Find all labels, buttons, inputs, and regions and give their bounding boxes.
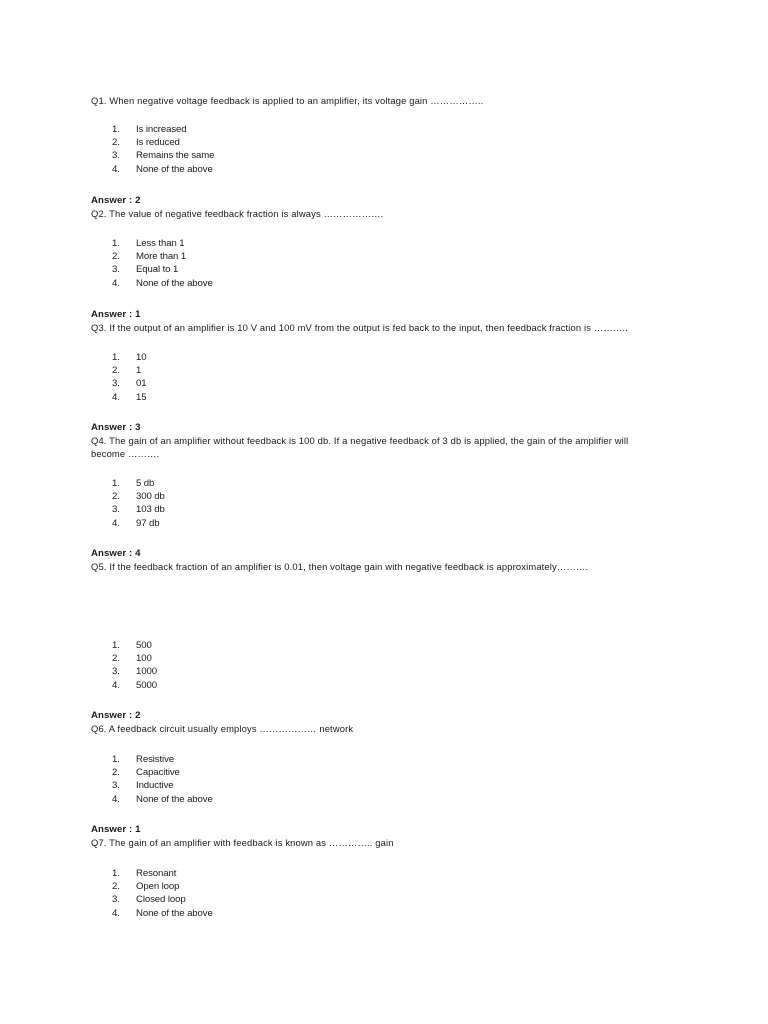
option-text: Remains the same bbox=[136, 150, 215, 162]
option-text: 1000 bbox=[136, 666, 157, 678]
answer-q6: Answer : 1 bbox=[91, 824, 141, 835]
options-q2 bbox=[112, 237, 412, 290]
option-number: 4. bbox=[112, 679, 120, 691]
option-text: 500 bbox=[136, 640, 152, 651]
option-item bbox=[112, 490, 412, 503]
option-item bbox=[112, 136, 412, 149]
question-1: Q1. When negative voltage feedback is applied to an amplifier, its voltage gain …………….. bbox=[91, 95, 484, 106]
option-item bbox=[112, 793, 412, 806]
options-q6 bbox=[112, 753, 412, 806]
option-item bbox=[112, 753, 412, 766]
option-text: Equal to 1 bbox=[136, 264, 179, 276]
option-item bbox=[112, 477, 412, 490]
option-item bbox=[112, 779, 412, 792]
answer-q4: Answer : 4 bbox=[91, 548, 141, 559]
option-text: 97 db bbox=[136, 517, 160, 529]
question-6: Q6. A feedback circuit usually employs ……………… network bbox=[91, 723, 354, 734]
option-number: 4. bbox=[112, 907, 120, 919]
question-7: Q7. The gain of an amplifier with feedback is known as ………….. gain bbox=[91, 837, 394, 848]
question-3: Q3. If the output of an amplifier is 10 V and 100 mV from the output is fed back to the input, then feedback fraction is ……….. bbox=[91, 322, 628, 333]
option-item bbox=[112, 351, 412, 364]
option-item bbox=[112, 907, 412, 920]
option-number: 1. bbox=[112, 868, 120, 879]
option-item bbox=[112, 391, 412, 404]
answer-q2: Answer : 1 bbox=[91, 309, 141, 320]
option-text: None of the above bbox=[136, 793, 213, 805]
option-number: 3. bbox=[112, 150, 120, 162]
option-number: 4. bbox=[112, 277, 120, 289]
answer-q1: Answer : 2 bbox=[91, 195, 141, 206]
option-item bbox=[112, 880, 412, 893]
option-number: 4. bbox=[112, 163, 120, 175]
answer-q3: Answer : 3 bbox=[91, 422, 141, 433]
option-number: 3. bbox=[112, 780, 120, 792]
option-item bbox=[112, 679, 412, 692]
option-number: 1. bbox=[112, 238, 120, 249]
option-text: 15 bbox=[136, 391, 147, 403]
option-number: 2. bbox=[112, 491, 120, 503]
option-number: 1. bbox=[112, 124, 120, 135]
option-number: 3. bbox=[112, 504, 120, 516]
option-item bbox=[112, 766, 412, 779]
option-text: 100 bbox=[136, 653, 152, 665]
option-number: 3. bbox=[112, 666, 120, 678]
option-item bbox=[112, 250, 412, 263]
option-number: 1. bbox=[112, 352, 120, 363]
option-text: Less than 1 bbox=[136, 238, 185, 249]
option-item bbox=[112, 149, 412, 162]
option-text: 5000 bbox=[136, 679, 157, 691]
option-number: 2. bbox=[112, 881, 120, 893]
option-text: Is reduced bbox=[136, 137, 180, 149]
option-number: 2. bbox=[112, 653, 120, 665]
option-item bbox=[112, 123, 412, 136]
option-item bbox=[112, 364, 412, 377]
option-number: 1. bbox=[112, 754, 120, 765]
option-item bbox=[112, 503, 412, 516]
option-text: None of the above bbox=[136, 277, 213, 289]
option-number: 4. bbox=[112, 793, 120, 805]
option-number: 2. bbox=[112, 137, 120, 149]
option-number: 4. bbox=[112, 517, 120, 529]
option-text: None of the above bbox=[136, 163, 213, 175]
option-text: Inductive bbox=[136, 780, 174, 792]
option-text: 300 db bbox=[136, 491, 165, 503]
option-item bbox=[112, 517, 412, 530]
option-number: 2. bbox=[112, 365, 120, 377]
option-text: 103 db bbox=[136, 504, 165, 516]
question-2: Q2. The value of negative feedback fraction is always ………………. bbox=[91, 208, 384, 219]
option-text: Closed loop bbox=[136, 894, 186, 906]
question-5: Q5. If the feedback fraction of an amplifier is 0.01, then voltage gain with negative feedback is approximately………. bbox=[91, 561, 589, 572]
option-item bbox=[112, 893, 412, 906]
option-item bbox=[112, 867, 412, 880]
option-number: 2. bbox=[112, 251, 120, 263]
option-item bbox=[112, 652, 412, 665]
options-q3 bbox=[112, 351, 412, 404]
option-text: 01 bbox=[136, 378, 147, 390]
option-number: 1. bbox=[112, 640, 120, 651]
option-text: 5 db bbox=[136, 478, 155, 489]
question-4: Q4. The gain of an amplifier without feedback is 100 db. If a negative feedback of 3 db is applied, the gain of the amplifier will become ………. bbox=[91, 435, 629, 459]
options-q7 bbox=[112, 867, 412, 920]
option-text: More than 1 bbox=[136, 251, 187, 263]
option-text: 1 bbox=[136, 365, 142, 377]
options-q1 bbox=[112, 123, 412, 176]
option-text: Capacitive bbox=[136, 767, 180, 779]
option-item bbox=[112, 639, 412, 652]
options-q5 bbox=[112, 639, 412, 692]
option-item bbox=[112, 237, 412, 250]
option-text: None of the above bbox=[136, 907, 213, 919]
option-item bbox=[112, 163, 412, 176]
option-number: 2. bbox=[112, 767, 120, 779]
option-text: 10 bbox=[136, 352, 147, 363]
option-number: 4. bbox=[112, 391, 120, 403]
option-number: 1. bbox=[112, 478, 120, 489]
option-text: Resistive bbox=[136, 754, 175, 765]
option-item bbox=[112, 665, 412, 678]
option-text: Open loop bbox=[136, 881, 180, 893]
option-number: 3. bbox=[112, 894, 120, 906]
answer-q5: Answer : 2 bbox=[91, 710, 141, 721]
options-q4 bbox=[112, 477, 412, 530]
option-item bbox=[112, 277, 412, 290]
option-number: 3. bbox=[112, 378, 120, 390]
option-item bbox=[112, 377, 412, 390]
option-text: Is increased bbox=[136, 124, 187, 135]
option-item bbox=[112, 263, 412, 276]
option-text: Resonant bbox=[136, 868, 177, 879]
option-number: 3. bbox=[112, 264, 120, 276]
